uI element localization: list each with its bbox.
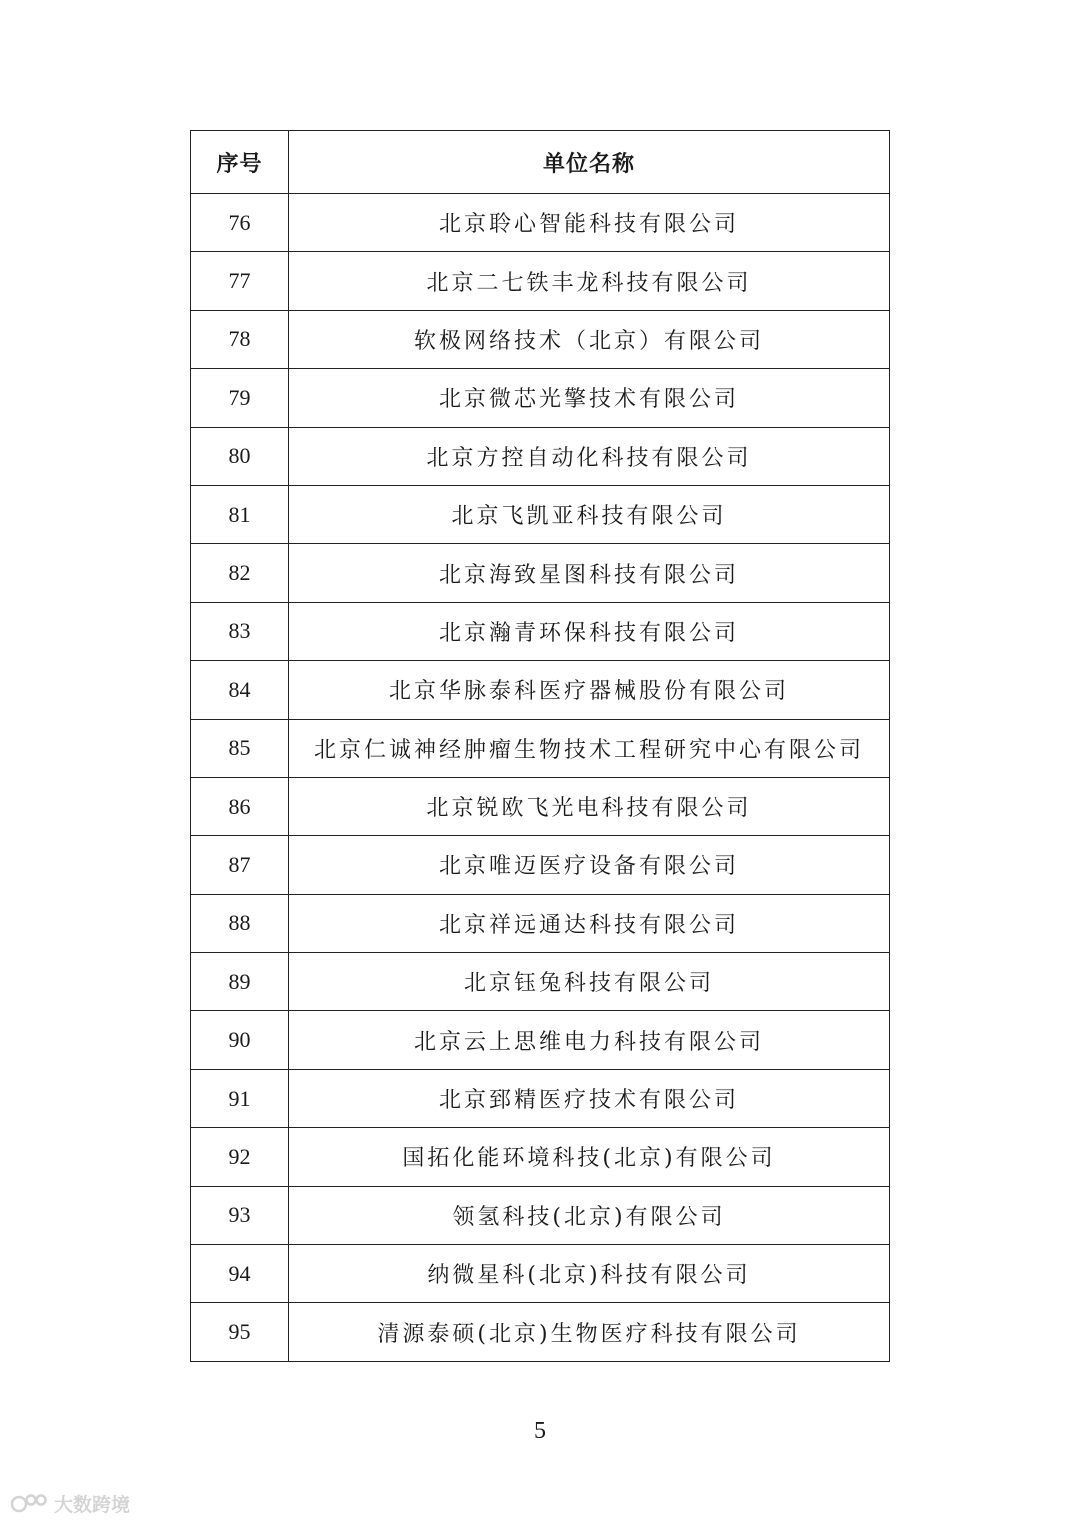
row-serial-number: 88	[191, 894, 289, 952]
table-body	[191, 194, 890, 1362]
table-row	[191, 194, 890, 252]
row-unit-name: 国拓化能环境科技(北京)有限公司	[289, 1128, 890, 1186]
table-row	[191, 369, 890, 427]
row-serial-number: 93	[191, 1186, 289, 1244]
row-unit-name: 北京华脉泰科医疗器械股份有限公司	[289, 661, 890, 719]
row-unit-name: 北京云上思维电力科技有限公司	[289, 1011, 890, 1069]
row-unit-name: 北京二七铁丰龙科技有限公司	[289, 252, 890, 310]
row-unit-name: 北京唯迈医疗设备有限公司	[289, 836, 890, 894]
row-serial-number: 86	[191, 777, 289, 835]
row-serial-number: 76	[191, 194, 289, 252]
row-unit-name: 北京微芯光擎技术有限公司	[289, 369, 890, 427]
table-row	[191, 1011, 890, 1069]
row-serial-number: 89	[191, 953, 289, 1011]
watermark-text: 大数跨境	[54, 1494, 131, 1516]
row-unit-name: 北京仁诚神经肿瘤生物技术工程研究中心有限公司	[289, 719, 890, 777]
table-row	[191, 485, 890, 543]
row-serial-number: 79	[191, 369, 289, 427]
table-row	[191, 953, 890, 1011]
row-unit-name: 北京聆心智能科技有限公司	[289, 194, 890, 252]
table-row	[191, 1186, 890, 1244]
row-serial-number: 87	[191, 836, 289, 894]
row-unit-name: 北京海致星图科技有限公司	[289, 544, 890, 602]
table-row	[191, 1303, 890, 1361]
header-serial-number: 序号	[191, 131, 289, 194]
logo-icon	[10, 1492, 48, 1516]
row-serial-number: 84	[191, 661, 289, 719]
row-serial-number: 92	[191, 1128, 289, 1186]
row-unit-name: 北京方控自动化科技有限公司	[289, 427, 890, 485]
table-row	[191, 1245, 890, 1303]
row-serial-number: 82	[191, 544, 289, 602]
page-number: 5	[534, 1418, 546, 1444]
row-unit-name: 领氢科技(北京)有限公司	[289, 1186, 890, 1244]
row-serial-number: 78	[191, 310, 289, 368]
row-serial-number: 94	[191, 1245, 289, 1303]
company-list-table	[190, 130, 890, 1362]
table-row	[191, 836, 890, 894]
row-unit-name: 北京郅精医疗技术有限公司	[289, 1069, 890, 1127]
table-row	[191, 252, 890, 310]
row-serial-number: 85	[191, 719, 289, 777]
row-serial-number: 83	[191, 602, 289, 660]
row-unit-name: 北京瀚青环保科技有限公司	[289, 602, 890, 660]
watermark	[10, 1490, 130, 1517]
header-unit-name: 单位名称	[289, 131, 890, 194]
row-serial-number: 95	[191, 1303, 289, 1361]
row-unit-name: 北京祥远通达科技有限公司	[289, 894, 890, 952]
table-row	[191, 894, 890, 952]
row-unit-name: 北京钰兔科技有限公司	[289, 953, 890, 1011]
table-header-row	[191, 131, 890, 194]
row-unit-name: 北京飞凯亚科技有限公司	[289, 485, 890, 543]
table-row	[191, 719, 890, 777]
table-row	[191, 310, 890, 368]
table-row	[191, 1069, 890, 1127]
table-row	[191, 602, 890, 660]
table-row	[191, 777, 890, 835]
row-unit-name: 清源泰硕(北京)生物医疗科技有限公司	[289, 1303, 890, 1361]
row-serial-number: 80	[191, 427, 289, 485]
row-serial-number: 91	[191, 1069, 289, 1127]
row-serial-number: 90	[191, 1011, 289, 1069]
table-row	[191, 544, 890, 602]
row-unit-name: 纳微星科(北京)科技有限公司	[289, 1245, 890, 1303]
row-unit-name: 北京锐欧飞光电科技有限公司	[289, 777, 890, 835]
row-unit-name: 软极网络技术（北京）有限公司	[289, 310, 890, 368]
row-serial-number: 77	[191, 252, 289, 310]
table-row	[191, 661, 890, 719]
table-row	[191, 1128, 890, 1186]
row-serial-number: 81	[191, 485, 289, 543]
table-row	[191, 427, 890, 485]
